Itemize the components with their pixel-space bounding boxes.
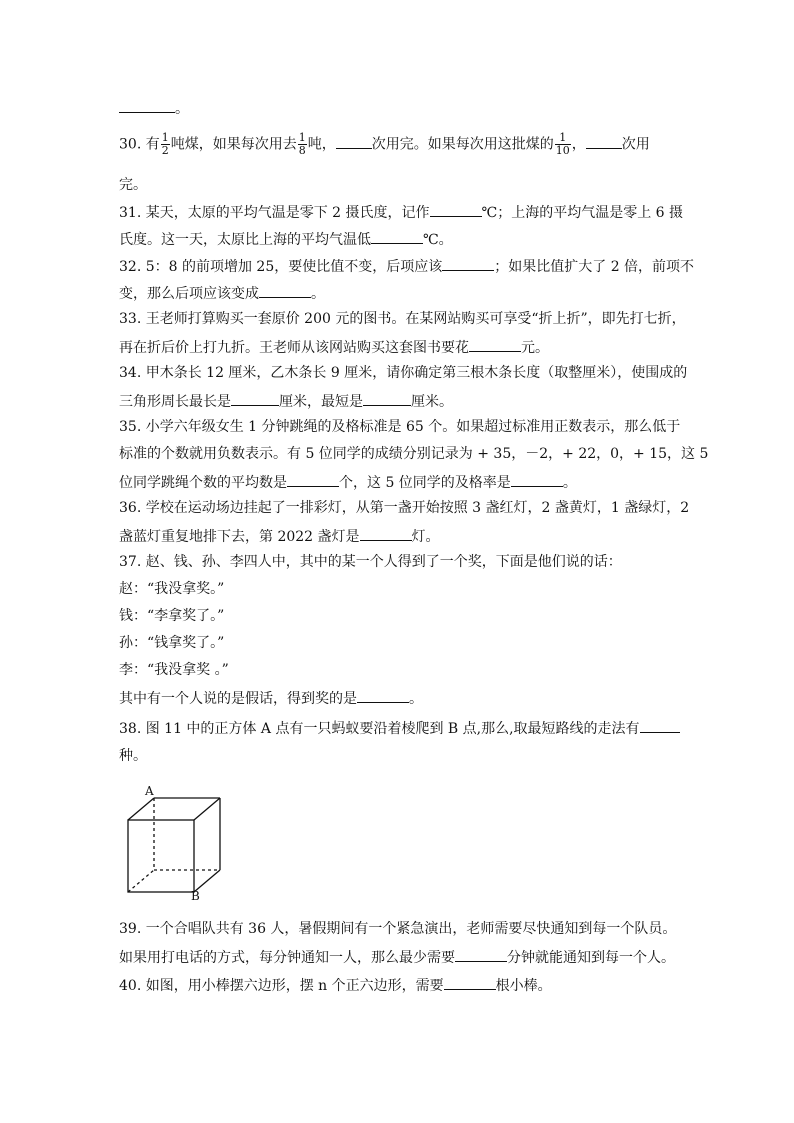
question-32-cont: [119, 283, 325, 303]
question-35: [119, 418, 680, 436]
line-q29-end: [119, 98, 189, 118]
denominator: 10: [555, 144, 570, 157]
question-36-cont: [119, 526, 440, 546]
text: 40. 如图，用小棒摆六边形，摆 n 个正六边形，需要: [119, 978, 444, 994]
statement-li: [119, 661, 229, 679]
denominator: 8: [298, 144, 306, 157]
text: 次用完。如果每次用这批煤的: [371, 136, 554, 153]
answer-blank[interactable]: [371, 229, 423, 244]
question-31: [119, 202, 683, 222]
question-40: [119, 975, 552, 995]
fraction: [298, 132, 307, 157]
text: 氏度。这一天，太原比上海的平均气温低: [119, 232, 371, 248]
text: 。: [562, 475, 577, 491]
question-34: [119, 364, 687, 382]
text: 38. 图 11 中的正方体 A 点有一只蚂蚁要沿着棱爬到 B 点,那么,取最短路线的走法有: [119, 721, 640, 737]
numerator: 1: [161, 131, 169, 144]
text: 34. 甲木条长 12 厘米，乙木条长 9 厘米，请你确定第三根木条长度（取整厘米），使围成的: [119, 365, 688, 381]
text: 厘米，最短是: [279, 394, 363, 410]
answer-blank[interactable]: [336, 134, 372, 149]
question-31-cont: [119, 229, 453, 249]
answer-blank[interactable]: [586, 134, 622, 149]
question-35-cont1: [119, 445, 708, 463]
question-36: [119, 499, 689, 517]
text: ，: [571, 136, 586, 153]
answer-blank[interactable]: [640, 718, 680, 733]
text: ℃。: [423, 232, 453, 248]
text: 如果用打电话的方式，每分钟通知一人，那么最少需要: [119, 950, 455, 966]
text: 。: [311, 286, 325, 302]
answer-blank[interactable]: [511, 472, 563, 487]
cube-figure: [118, 782, 230, 900]
fraction: [161, 132, 170, 157]
text: 厘米。: [411, 394, 453, 410]
text: 37. 赵、钱、孙、李四人中，其中的某一个人得到了一个奖，下面是他们说的话：: [119, 554, 622, 570]
question-39-cont: [119, 947, 675, 967]
text: 孙：“钱拿奖了。”: [119, 635, 225, 651]
cube-front-face: [128, 820, 194, 892]
text: 根小棒。: [495, 978, 552, 994]
question-32: [119, 256, 694, 276]
text: 分钟就能通知到每一个人。: [507, 950, 675, 966]
text: 赵：“我没拿奖。”: [119, 581, 225, 597]
question-38: [119, 718, 680, 738]
cube-edge: [128, 798, 154, 820]
text: 灯。: [411, 529, 440, 545]
question-30: [119, 132, 650, 157]
answer-blank[interactable]: [442, 256, 494, 271]
text: 30. 有: [119, 136, 160, 153]
answer-blank[interactable]: [430, 202, 482, 217]
fraction: [555, 132, 571, 157]
cube-edge: [194, 798, 220, 820]
answer-blank[interactable]: [444, 975, 496, 990]
denominator: 2: [161, 144, 169, 157]
question-38-cont: [119, 747, 147, 765]
text: 。: [409, 691, 423, 707]
text: 李：“我没拿奖 。”: [119, 662, 229, 678]
text: 32. 5：8 的前项增加 25，要使比值不变，后项应该: [119, 259, 443, 275]
text: 位同学跳绳个数的平均数是: [119, 475, 287, 491]
text: ；如果比值扩大了 2 倍，前项不: [494, 259, 695, 275]
answer-blank[interactable]: [119, 98, 175, 113]
answer-blank[interactable]: [259, 283, 311, 298]
answer-blank[interactable]: [469, 337, 521, 352]
text: 39. 一个合唱队共有 36 人，暑假期间有一个紧急演出，老师需要尽快通知到每一个队员。: [119, 921, 677, 937]
answer-blank[interactable]: [357, 688, 409, 703]
text: 其中有一个人说的是假话，得到奖的是: [119, 691, 357, 707]
text: 36. 学校在运动场边挂起了一排彩灯，从第一盏开始按照 3 盏红灯，2 盏黄灯，1 盏绿灯，2: [119, 500, 690, 516]
text: 。: [175, 101, 189, 117]
text: 吨，: [307, 136, 336, 153]
question-33-cont: [119, 337, 549, 357]
text: 标准的个数就用负数表示。有 5 位同学的成绩分别记录为 + 35，－2，+ 22，0，+ 15，这 5: [119, 446, 709, 462]
text: 35. 小学六年级女生 1 分钟跳绳的及格标准是 65 个。如果超过标准用正数表示，那么低于: [119, 419, 681, 435]
text: 吨煤，如果每次用去: [170, 136, 297, 153]
statement-sun: [119, 634, 224, 652]
answer-blank[interactable]: [287, 472, 339, 487]
text: 次用: [621, 136, 650, 153]
question-35-cont2: [119, 472, 577, 492]
text: 元。: [521, 340, 549, 356]
text: 个，这 5 位同学的及格率是: [339, 475, 511, 491]
cube-hidden-edge: [128, 870, 154, 892]
question-34-cont: [119, 391, 453, 411]
numerator: 1: [555, 132, 571, 145]
text: 盏蓝灯重复地排下去，第 2022 盏灯是: [119, 529, 360, 545]
vertex-label-a: A: [145, 784, 154, 798]
text: 种。: [119, 748, 147, 764]
answer-blank[interactable]: [363, 391, 411, 406]
question-33: [119, 310, 686, 328]
text: 31. 某天，太原的平均气温是零下 2 摄氏度，记作: [119, 205, 430, 221]
question-30-cont: [119, 176, 147, 194]
text: 完。: [119, 177, 147, 193]
text: ℃；上海的平均气温是零上 6 摄: [481, 205, 683, 221]
text: 再在折后价上打九折。王老师从该网站购买这套图书要花: [119, 340, 469, 356]
text: 33. 王老师打算购买一套原价 200 元的图书。在某网站购买可享受“折上折”，即先打七折，: [119, 311, 686, 327]
text: 变，那么后项应该变成: [119, 286, 259, 302]
numerator: 1: [298, 131, 306, 144]
question-37: [119, 553, 622, 571]
answer-blank[interactable]: [360, 526, 412, 541]
text: 三角形周长最长是: [119, 394, 231, 410]
vertex-label-b: B: [191, 889, 200, 900]
statement-zhao: [119, 580, 224, 598]
answer-blank[interactable]: [231, 391, 279, 406]
statement-qian: [119, 607, 224, 625]
question-39: [119, 920, 676, 938]
answer-blank[interactable]: [455, 947, 507, 962]
question-37-cont: [119, 688, 423, 708]
text: 钱：“李拿奖了。”: [119, 608, 225, 624]
